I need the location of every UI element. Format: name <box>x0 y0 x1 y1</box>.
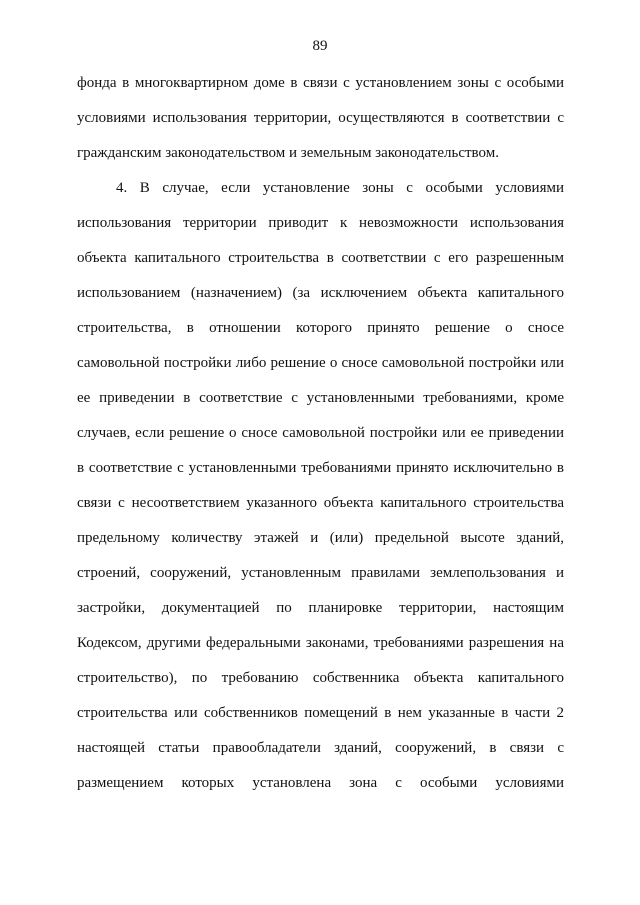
text-line: настоящей статьи правообладатели зданий, сооружений, в связи с <box>77 740 564 756</box>
page-number: 89 <box>312 38 328 54</box>
text-line: в соответствие с установленными требованиями принято исключительно в <box>77 460 564 476</box>
text-line: строительства или собственников помещений в нем указанные в части 2 <box>77 705 564 721</box>
text-line: условиями использования территории, осуществляются в соответствии с <box>77 110 564 126</box>
text-line: застройки, документацией по планировке территории, настоящим <box>77 600 564 616</box>
text-line: самовольной постройки либо решение о сносе самовольной постройки или <box>77 355 564 371</box>
text-line: ее приведении в соответствие с установленными требованиями, кроме <box>77 390 564 406</box>
text-line: случаев, если решение о сносе самовольной постройки или ее приведении <box>77 425 564 441</box>
text-line: предельному количеству этажей и (или) предельной высоте зданий, <box>77 530 564 546</box>
text-line: использованием (назначением) (за исключением объекта капитального <box>77 285 564 301</box>
text-line: Кодексом, другими федеральными законами, требованиями разрешения на <box>77 635 564 651</box>
text-line: связи с несоответствием указанного объекта капитального строительства <box>77 495 564 511</box>
paragraph-start-line: 4. В случае, если установление зоны с особыми условиями <box>116 180 564 196</box>
text-line: строительство), по требованию собственника объекта капитального <box>77 670 564 686</box>
text-line: использования территории приводит к невозможности использования <box>77 215 564 231</box>
text-line: гражданским законодательством и земельным законодательством. <box>77 145 499 161</box>
text-line: строений, сооружений, установленным правилами землепользования и <box>77 565 564 581</box>
text-line: объекта капитального строительства в соответствии с его разрешенным <box>77 250 564 266</box>
text-line: строительства, в отношении которого принято решение о сносе <box>77 320 564 336</box>
text-line: размещением которых установлена зона с особыми условиями <box>77 775 564 791</box>
text-line: фонда в многоквартирном доме в связи с установлением зоны с особыми <box>77 75 564 91</box>
